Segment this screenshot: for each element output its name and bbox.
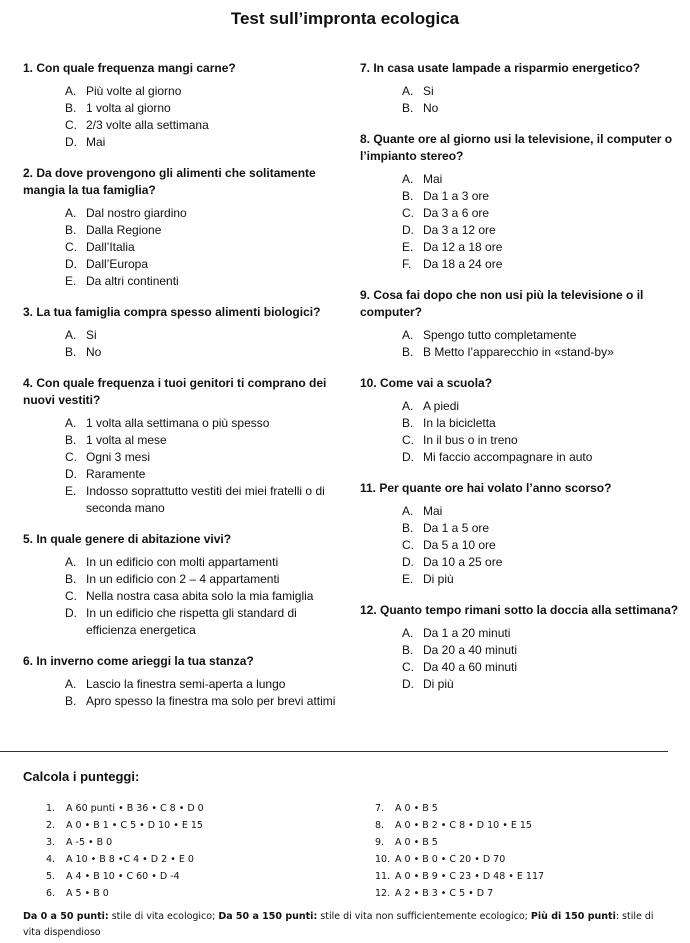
option-letter: B. xyxy=(402,416,414,430)
option-letter: D. xyxy=(65,257,77,271)
option-text: Raramente xyxy=(86,467,146,481)
option-text: Dall’Italia xyxy=(86,240,135,254)
legend-range-3: Più di 150 punti xyxy=(530,911,616,922)
option-letter: E. xyxy=(65,484,77,498)
option-text: In un edificio con molti appartamenti xyxy=(86,555,279,569)
score-number: 1. xyxy=(46,803,56,814)
answer-option xyxy=(360,520,680,537)
question-block xyxy=(360,131,680,273)
score-values: A 4 • B 10 • C 60 • D -4 xyxy=(66,871,180,882)
score-row xyxy=(46,851,204,868)
calc-heading: Calcola i punteggi: xyxy=(23,769,140,784)
option-text: Più volte al giorno xyxy=(86,84,182,98)
option-list xyxy=(23,205,343,290)
option-list xyxy=(23,554,343,639)
question-text: 7. In casa usate lampade a risparmio energetico? xyxy=(360,61,641,75)
option-text: Da 1 a 3 ore xyxy=(423,189,490,203)
question-text: 3. La tua famiglia compra spesso alimenti biologici? xyxy=(23,305,321,319)
option-letter: C. xyxy=(402,433,414,447)
option-letter: D. xyxy=(402,223,414,237)
answer-option xyxy=(23,256,343,273)
option-text: Di più xyxy=(423,677,454,691)
answer-option xyxy=(23,415,343,432)
score-number: 5. xyxy=(46,871,56,882)
option-letter: B. xyxy=(65,101,77,115)
option-letter: B. xyxy=(402,643,414,657)
answer-option xyxy=(360,642,680,659)
score-row xyxy=(46,834,204,851)
option-list xyxy=(360,171,680,273)
option-letter: D. xyxy=(65,135,77,149)
question-text: 4. Con quale frequenza i tuoi genitori ti comprano dei nuovi vestiti? xyxy=(23,376,327,407)
option-text: Apro spesso la finestra ma solo per brevi attimi xyxy=(86,694,336,708)
question-block xyxy=(360,602,680,693)
score-values: A 2 • B 3 • C 5 • D 7 xyxy=(395,888,494,899)
score-row xyxy=(375,885,544,902)
answer-option xyxy=(23,239,343,256)
option-letter: B. xyxy=(65,694,77,708)
score-row xyxy=(46,868,204,885)
right-questions xyxy=(360,60,680,693)
question-block xyxy=(23,375,343,517)
option-list xyxy=(360,398,680,466)
option-text: Da 3 a 12 ore xyxy=(423,223,496,237)
option-letter: A. xyxy=(402,328,414,342)
option-list xyxy=(360,83,680,117)
option-text: Dall’Europa xyxy=(86,257,149,271)
option-text: Da altri continenti xyxy=(86,274,179,288)
option-letter: C. xyxy=(65,118,77,132)
score-row xyxy=(46,817,204,834)
option-letter: C. xyxy=(402,538,414,552)
option-text: Da 40 a 60 minuti xyxy=(423,660,518,674)
answer-option xyxy=(23,466,343,483)
legend-text-1: stile di vita ecologico; xyxy=(108,911,219,922)
option-text: In un edificio con 2 – 4 appartamenti xyxy=(86,572,280,586)
score-number: 4. xyxy=(46,854,56,865)
question-block xyxy=(23,531,343,639)
option-text: Da 12 a 18 ore xyxy=(423,240,503,254)
score-number: 2. xyxy=(46,820,56,831)
answer-option xyxy=(360,205,680,222)
answer-option xyxy=(23,273,343,290)
score-values: A -5 • B 0 xyxy=(66,837,113,848)
option-list xyxy=(360,625,680,693)
answer-option xyxy=(360,503,680,520)
option-letter: A. xyxy=(402,504,414,518)
answer-option xyxy=(360,571,680,588)
answer-option xyxy=(23,134,343,151)
score-number: 6. xyxy=(46,888,56,899)
score-values: A 10 • B 8 •C 4 • D 2 • E 0 xyxy=(66,854,194,865)
question-block xyxy=(23,304,343,361)
answer-option xyxy=(360,344,680,361)
option-text: Di più xyxy=(423,572,454,586)
option-text: In un edificio che rispetta gli standard di efficienza energetica xyxy=(86,606,297,637)
answer-option xyxy=(360,100,680,117)
answer-option xyxy=(360,256,680,273)
option-letter: A. xyxy=(402,626,414,640)
option-text: Ogni 3 mesi xyxy=(86,450,151,464)
option-text: A piedi xyxy=(423,399,460,413)
option-text: B Metto l’apparecchio in «stand-by» xyxy=(423,345,614,359)
option-text: Mai xyxy=(423,172,443,186)
option-text: Da 1 a 20 minuti xyxy=(423,626,511,640)
answer-option xyxy=(23,483,343,517)
answer-option xyxy=(23,83,343,100)
answer-option xyxy=(360,83,680,100)
score-values: A 0 • B 0 • C 20 • D 70 xyxy=(395,854,506,865)
option-text: Da 5 a 10 ore xyxy=(423,538,496,552)
answer-option xyxy=(360,432,680,449)
answer-option xyxy=(360,415,680,432)
question-block xyxy=(23,653,343,710)
question-text: 6. In inverno come arieggi la tua stanza? xyxy=(23,654,254,668)
score-number: 7. xyxy=(375,803,385,814)
score-row xyxy=(375,851,544,868)
option-text: Da 18 a 24 ore xyxy=(423,257,503,271)
score-values: A 5 • B 0 xyxy=(66,888,109,899)
answer-option xyxy=(23,327,343,344)
score-values: A 0 • B 9 • C 23 • D 48 • E 117 xyxy=(395,871,545,882)
option-letter: A. xyxy=(65,84,77,98)
answer-option xyxy=(360,554,680,571)
score-number: 11. xyxy=(375,871,391,882)
answer-option xyxy=(23,676,343,693)
question-text: 10. Come vai a scuola? xyxy=(360,376,493,390)
answer-option xyxy=(360,327,680,344)
answer-option xyxy=(360,659,680,676)
option-text: 2/3 volte alla settimana xyxy=(86,118,209,132)
score-values: A 0 • B 2 • C 8 • D 10 • E 15 xyxy=(395,820,532,831)
score-number: 10. xyxy=(375,854,391,865)
option-text: Da 1 a 5 ore xyxy=(423,521,490,535)
option-letter: A. xyxy=(402,172,414,186)
score-row xyxy=(46,885,204,902)
option-text: Indosso soprattutto vestiti dei miei fratelli o di seconda mano xyxy=(86,484,325,515)
divider xyxy=(0,751,668,752)
option-letter: D. xyxy=(402,450,414,464)
question-block xyxy=(360,480,680,588)
option-letter: C. xyxy=(65,589,77,603)
option-list xyxy=(23,415,343,517)
option-letter: C. xyxy=(402,660,414,674)
question-text: 12. Quanto tempo rimani sotto la doccia alla settimana? xyxy=(360,603,679,617)
option-letter: D. xyxy=(402,555,414,569)
option-text: Mai xyxy=(86,135,106,149)
legend-range-2: Da 50 a 150 punti: xyxy=(218,911,318,922)
score-legend xyxy=(23,909,663,941)
score-number: 9. xyxy=(375,837,385,848)
score-number: 12. xyxy=(375,888,391,899)
answer-option xyxy=(23,100,343,117)
option-text: Lascio la finestra semi-aperta a lungo xyxy=(86,677,286,691)
question-block xyxy=(360,60,680,117)
option-list xyxy=(360,503,680,588)
answer-option xyxy=(23,554,343,571)
score-values: A 0 • B 1 • C 5 • D 10 • E 15 xyxy=(66,820,203,831)
option-letter: E. xyxy=(402,240,414,254)
option-text: In il bus o in treno xyxy=(423,433,518,447)
option-list xyxy=(23,676,343,710)
answer-option xyxy=(360,676,680,693)
option-letter: A. xyxy=(65,206,77,220)
option-text: Da 3 a 6 ore xyxy=(423,206,490,220)
option-text: No xyxy=(423,101,439,115)
option-letter: B. xyxy=(65,572,77,586)
question-text: 11. Per quante ore hai volato l’anno scorso? xyxy=(360,481,612,495)
question-text: 2. Da dove provengono gli alimenti che solitamente mangia la tua famiglia? xyxy=(23,166,316,197)
option-text: 1 volta al mese xyxy=(86,433,167,447)
legend-range-1: Da 0 a 50 punti: xyxy=(23,911,109,922)
option-letter: C. xyxy=(65,240,77,254)
option-text: Dalla Regione xyxy=(86,223,162,237)
option-letter: B. xyxy=(402,345,414,359)
score-values: A 0 • B 5 xyxy=(395,803,438,814)
score-row xyxy=(375,817,544,834)
option-letter: B. xyxy=(402,189,414,203)
option-text: Si xyxy=(423,84,434,98)
option-letter: A. xyxy=(402,399,414,413)
answer-option xyxy=(360,537,680,554)
score-row xyxy=(375,834,544,851)
option-letter: C. xyxy=(402,206,414,220)
score-values: A 60 punti • B 36 • C 8 • D 0 xyxy=(66,803,204,814)
option-text: 1 volta al giorno xyxy=(86,101,171,115)
scores-right xyxy=(375,800,544,902)
score-number: 3. xyxy=(46,837,56,848)
option-letter: B. xyxy=(65,433,77,447)
option-letter: D. xyxy=(65,606,77,620)
answer-option xyxy=(360,398,680,415)
option-text: Si xyxy=(86,328,97,342)
option-text: Da 20 a 40 minuti xyxy=(423,643,518,657)
answer-option xyxy=(23,571,343,588)
option-text: Nella nostra casa abita solo la mia famiglia xyxy=(86,589,314,603)
option-letter: B. xyxy=(65,345,77,359)
answer-option xyxy=(23,344,343,361)
option-text: Spengo tutto completamente xyxy=(423,328,577,342)
option-text: Mai xyxy=(423,504,443,518)
answer-option xyxy=(23,693,343,710)
answer-option xyxy=(23,432,343,449)
option-letter: A. xyxy=(402,84,414,98)
question-block xyxy=(23,60,343,151)
answer-option xyxy=(23,588,343,605)
option-text: 1 volta alla settimana o più spesso xyxy=(86,416,270,430)
option-list xyxy=(23,83,343,151)
score-values: A 0 • B 5 xyxy=(395,837,438,848)
answer-option xyxy=(360,171,680,188)
score-row xyxy=(46,800,204,817)
option-letter: D. xyxy=(402,677,414,691)
option-list xyxy=(23,327,343,361)
legend-text-2: stile di vita non sufficientemente ecologico; xyxy=(317,911,531,922)
option-text: In la bicicletta xyxy=(423,416,496,430)
question-text: 5. In quale genere di abitazione vivi? xyxy=(23,532,232,546)
option-letter: B. xyxy=(65,223,77,237)
scores-left xyxy=(46,800,204,902)
option-letter: E. xyxy=(65,274,77,288)
option-letter: D. xyxy=(65,467,77,481)
option-letter: B. xyxy=(402,101,414,115)
option-letter: A. xyxy=(65,677,77,691)
answer-option xyxy=(23,117,343,134)
score-number: 8. xyxy=(375,820,385,831)
answer-option xyxy=(360,625,680,642)
legend-text-3: : stile di vita dispendioso xyxy=(23,911,654,938)
option-letter: B. xyxy=(402,521,414,535)
question-text: 9. Cosa fai dopo che non usi più la televisione o il computer? xyxy=(360,288,644,319)
option-text: Dal nostro giardino xyxy=(86,206,187,220)
option-letter: F. xyxy=(402,257,412,271)
score-row xyxy=(375,868,544,885)
option-list xyxy=(360,327,680,361)
option-text: Mi faccio accompagnare in auto xyxy=(423,450,593,464)
left-questions xyxy=(23,60,343,710)
answer-option xyxy=(360,449,680,466)
answer-option xyxy=(360,222,680,239)
option-text: No xyxy=(86,345,102,359)
answer-option xyxy=(360,239,680,256)
answer-option xyxy=(23,205,343,222)
question-block xyxy=(360,287,680,361)
score-row xyxy=(375,800,544,817)
answer-option xyxy=(23,605,343,639)
option-letter: E. xyxy=(402,572,414,586)
option-letter: C. xyxy=(65,450,77,464)
option-letter: A. xyxy=(65,328,77,342)
option-letter: A. xyxy=(65,416,77,430)
option-letter: A. xyxy=(65,555,77,569)
answer-option xyxy=(23,222,343,239)
answer-option xyxy=(23,449,343,466)
question-block xyxy=(360,375,680,466)
question-block xyxy=(23,165,343,290)
option-text: Da 10 a 25 ore xyxy=(423,555,503,569)
question-text: 8. Quante ore al giorno usi la televisione, il computer o l’impianto stereo? xyxy=(360,132,673,163)
question-text: 1. Con quale frequenza mangi carne? xyxy=(23,61,236,75)
answer-option xyxy=(360,188,680,205)
page-title: Test sull’impronta ecologica xyxy=(230,9,460,28)
